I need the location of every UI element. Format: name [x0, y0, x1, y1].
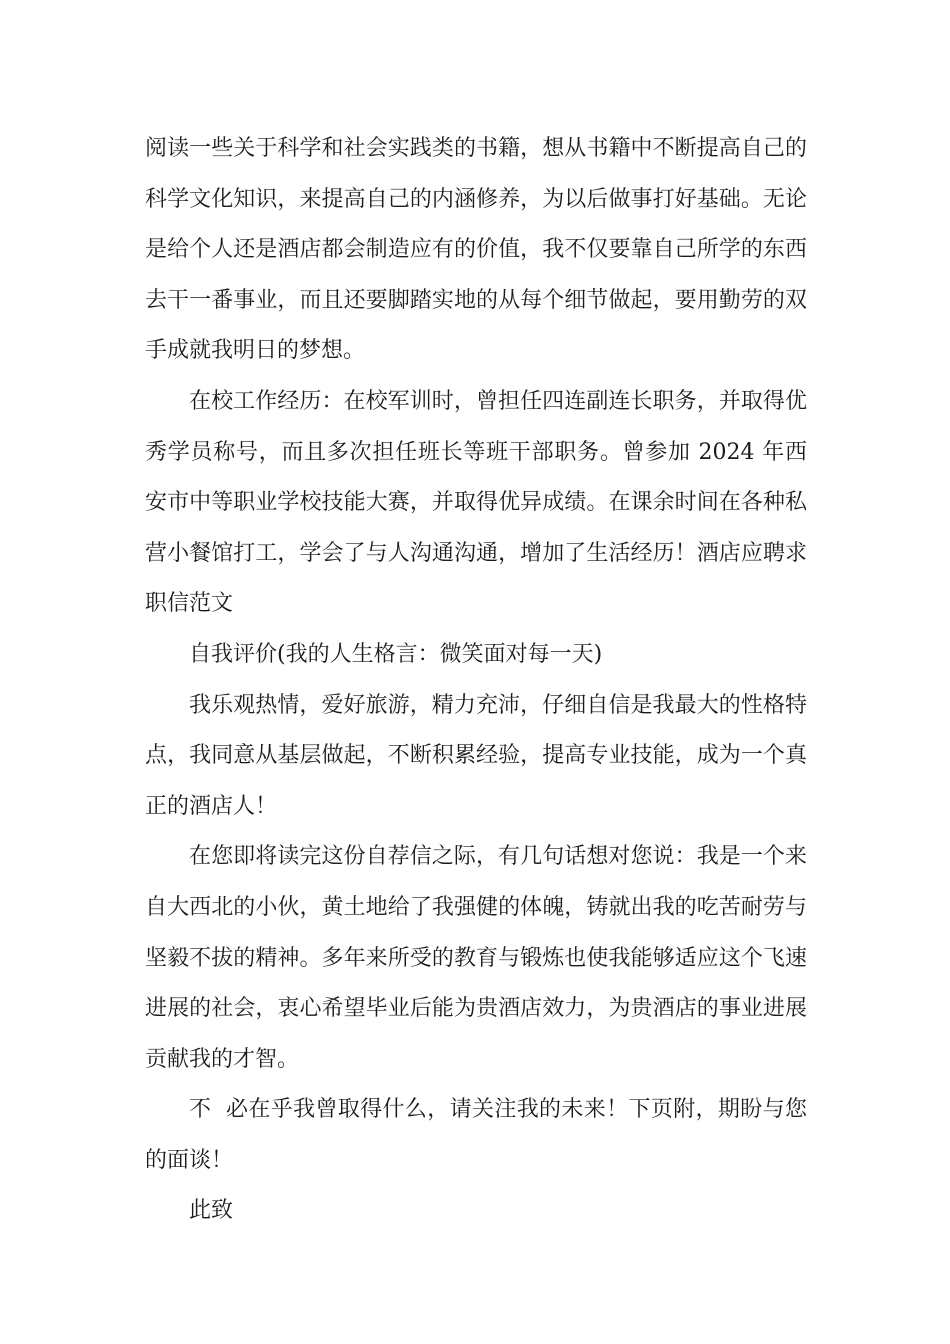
paragraph-self-evaluation-heading: 自我评价(我的人生格言：微笑面对每一天) [189, 641, 603, 667]
paragraph-closing-remarks: 在您即将读完这份自荐信之际，有几句话想对您说：我是一个来自大西北的小伙，黄土地给了我强健的体魄，铸就出我的吃苦耐劳与坚毅不拔的精神。多年来所受的教育与锻炼也使我能够适应这个飞速进展的社会，衷心希望毕业后能为贵酒店效力，为贵酒店的事业进展贡献我的才智。 [145, 844, 807, 1072]
paragraph-personality: 我乐观热情，爱好旅游，精力充沛，仔细自信是我最大的性格特点，我同意从基层做起，不断积累经验，提高专业技能，成为一个真正的酒店人！ [145, 692, 807, 819]
paragraph-study-goals: 阅读一些关于科学和社会实践类的书籍，想从书籍中不断提高自己的科学文化知识，来提高自己的内涵修养，为以后做事打好基础。无论是给个人还是酒店都会制造应有的价值，我不仅要靠自己所学的东西去干一番事业，而且还要脚踏实地的从每个细节做起，要用勤劳的双手成就我明日的梦想。 [145, 136, 807, 364]
letter-body [145, 124, 807, 1237]
paragraph-school-experience: 在校工作经历：在校军训时，曾担任四连副连长职务，并取得优秀学员称号，而且多次担任班长等班干部职务。曾参加 2024 年西安市中等职业学校技能大赛，并取得优异成绩。在课余时间在各种私营小餐馆打工，学会了与人沟通沟通，增加了生活经历！酒店应聘求职信范文 [145, 388, 807, 617]
salutation-cizhi: 此致 [189, 1198, 234, 1224]
paragraph-future: 不 必在乎我曾取得什么，请关注我的未来！下页附，期盼与您的面谈！ [145, 1097, 807, 1173]
